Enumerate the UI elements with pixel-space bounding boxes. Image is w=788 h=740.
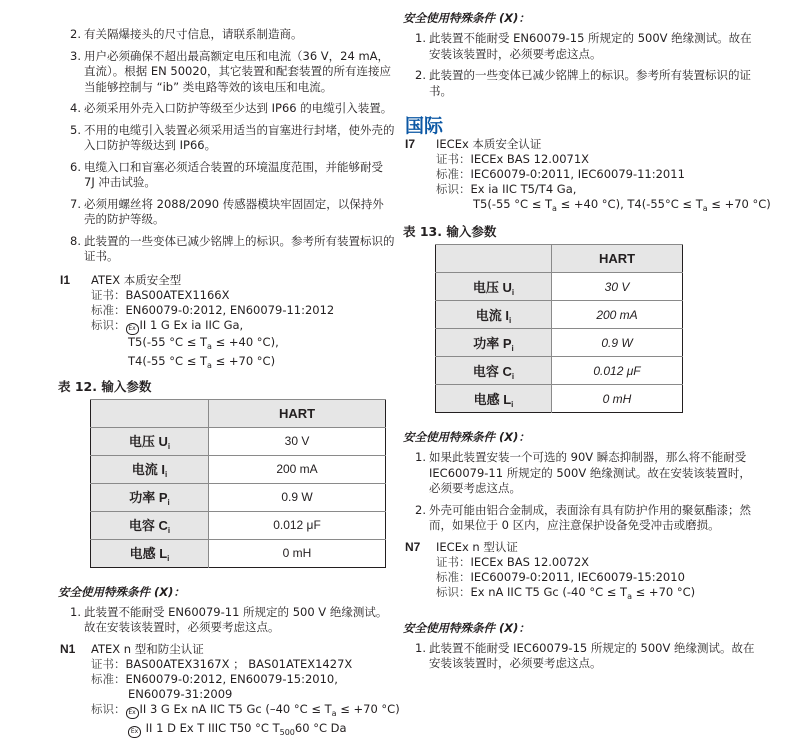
special-conditions-heading: 安全使用特殊条件 (X)： [58,584,185,599]
cert-title: ATEX 本质安全型 [91,272,182,287]
section-title-international: 国际 [405,115,444,137]
note-item: 3. 用户必须确保不超出最高额定电压和电流（36 V，24 mA，直流）。根据 EN 50020，其它装置和配套装置的所有连接应当能够控制与 “ib” 类电路等效的该电压和电流。 [70,48,392,94]
special-conditions-heading: 安全使用特殊条件 (X)： [403,11,530,25]
input-params-table-13 [435,244,683,413]
condition-item: 2. 外壳可能由铝合金制成，表面涂有具有防护作用的聚氨酯漆；然而，如果位于 0 区内，应注意保护设备免受冲击或磨损。 [415,502,751,532]
table-row: 电容 $C_i$ 0.012 μF [91,511,386,539]
table-12-title: 表 12. 输入参数 [58,378,152,394]
cert-standard: EN60079-0:2012, EN60079-11:2012 [125,302,335,317]
cert-n7: N7 IECEx n 型认证 证书：IECEx BAS 12.0072X 标准：IEC60079-0:2011, IEC60079-15:2010 标识：Ex nA IIC T5 Gc (-40 $^\circ C \le T_a \le +70$ °C) [405,540,755,604]
note-item: 7. 必须用螺丝将 2088/2090 传感器模块牢固固定，以保持外壳的防护等级。 [70,196,384,226]
condition-item: 1. 此装置不能耐受 EN60079-11 所规定的 500 V 绝缘测试。故在安装该装置时，必须要考虑这点。 [70,604,388,634]
right-column [403,0,771,678]
cert-standard: IEC60079-0:2011, IEC60079-15:2010 [470,569,685,584]
cert-i1: I1 ATEX 本质安全型 证书：BAS00ATEX1166X 标准：EN60079-0:2012, EN60079-11:2012 标识： Ex II 1 G Ex ia IIC Ga, T5(-55 $^\circ C \le T_a \le +40$ °C), T4(-55 $^\circ C \le T_a \le +70$ °C) [60,273,395,373]
cert-title: IECEx n 型认证 [436,539,518,554]
note-item: 5. 不用的电缆引入装置必须采用适当的盲塞进行封堵，使外壳的入口防护等级达到 IP66。 [70,122,395,152]
column-header: HART [209,399,386,427]
cert-n1: N1 ATEX n 型和防尘认证 证书：BAS00ATEX3167X ； BAS01ATEX1427X 标准：EN60079-0:2012, EN60079-15:2010, EN60079-31:2009 标识： Ex II 3 G Ex nA IIC T5 Gc (–40 $^\circ C \le T_a \le +70$ °C) Ex II 1 D Ex T IIIC T50 °C $T_{500}60$ °C Da [60,641,400,737]
cert-standard: IEC60079-0:2011, IEC60079-11:2011 [470,167,685,181]
note-item: 8. 此装置的一些变体已减少铭牌上的标识。参考所有装置标识的证书。 [70,233,395,263]
column-header: HART [552,245,683,273]
cert-title: ATEX n 型和防尘认证 [91,641,204,656]
table-row: 电压 $U_i$ 30 V [91,427,386,455]
cert-number: IECEx BAS 12.0071X [470,152,590,166]
cert-code: N7 [405,539,421,554]
condition-item: 2. 此装置的一些变体已减少铭牌上的标识。参考所有装置标识的证书。 [415,68,751,98]
cert-number: BAS00ATEX1166X [125,287,230,302]
cert-code: N1 [60,641,76,656]
table-row: 电压 $U_i$ 30 V [436,273,683,301]
ex-mark-icon: Ex [126,323,139,335]
special-conditions-list [60,605,395,636]
special-conditions-list [405,450,755,534]
table-row: 电感 $L_i$ 0 mH [436,385,683,413]
condition-item: 1. 此装置不能耐受 IEC60079-15 所规定的 500V 绝缘测试。故在安装该装置时，必须要考虑这点。 [415,640,755,670]
table-row: 电感 $L_i$ 0 mH [91,539,386,567]
table-row: 功率 $P_i$ 0.9 W [436,329,683,357]
table-row: 电流 $I_i$ 200 mA [436,301,683,329]
cert-number: IECEx BAS 12.0072X [470,554,590,569]
cert-standard: EN60079-0:2012, EN60079-15:2010, [125,671,338,686]
cert-i7: I7 IECEx 本质安全认证 证书：IECEx BAS 12.0071X 标准：IEC60079-0:2011, IEC60079-11:2011 标识：Ex ia IIC T5/T4 Ga, T5(-55 $^\circ C \le T_a \le +40$ °C), $T4(-55^\circ C \le T_a \le +70$ °C) [405,137,771,213]
note-item: 6. 电缆入口和盲塞必须适合装置的环境温度范围，并能够耐受 7J 冲击试验。 [70,159,383,189]
input-params-table-12 [90,399,386,568]
cert-number: BAS00ATEX3167X ； BAS01ATEX1427X [125,656,353,671]
table-row: 电流 $I_i$ 200 mA [91,455,386,483]
left-column [58,0,400,740]
table-13-title: 表 13. 输入参数 [403,224,497,239]
note-item: 4. 必须采用外壳入口防护等级至少达到 IP66 的电缆引入装置。 [70,101,393,115]
cert-title: IECEx 本质安全认证 [436,137,542,151]
special-conditions-list [405,31,755,99]
ex-mark-icon: Ex [128,726,141,738]
special-conditions-heading: 安全使用特殊条件 (X)： [403,620,530,635]
cert-code: I7 [405,137,416,151]
cert-code: I1 [60,272,71,287]
condition-item: 1. 如果此装置安装一个可选的 90V 瞬态抑制器，那么将不能耐受 IEC60079-11 所规定的 500V 绝缘测试。故在安装该装置时，必须要考虑这点。 [415,450,751,495]
ex-mark-icon: Ex [126,707,139,719]
note-item: 2. 有关隔爆接头的尺寸信息，请联系制造商。 [70,27,303,41]
notes-list [60,27,395,265]
special-conditions-heading: 安全使用特殊条件 (X)： [403,430,530,444]
special-conditions-list [405,641,755,672]
table-row: 电容 $C_i$ 0.012 μF [436,357,683,385]
condition-item: 1. 此装置不能耐受 EN60079-15 所规定的 500V 绝缘测试。故在安装该装置时，必须要考虑这点。 [415,31,752,61]
table-row: 功率 $P_i$ 0.9 W [91,483,386,511]
